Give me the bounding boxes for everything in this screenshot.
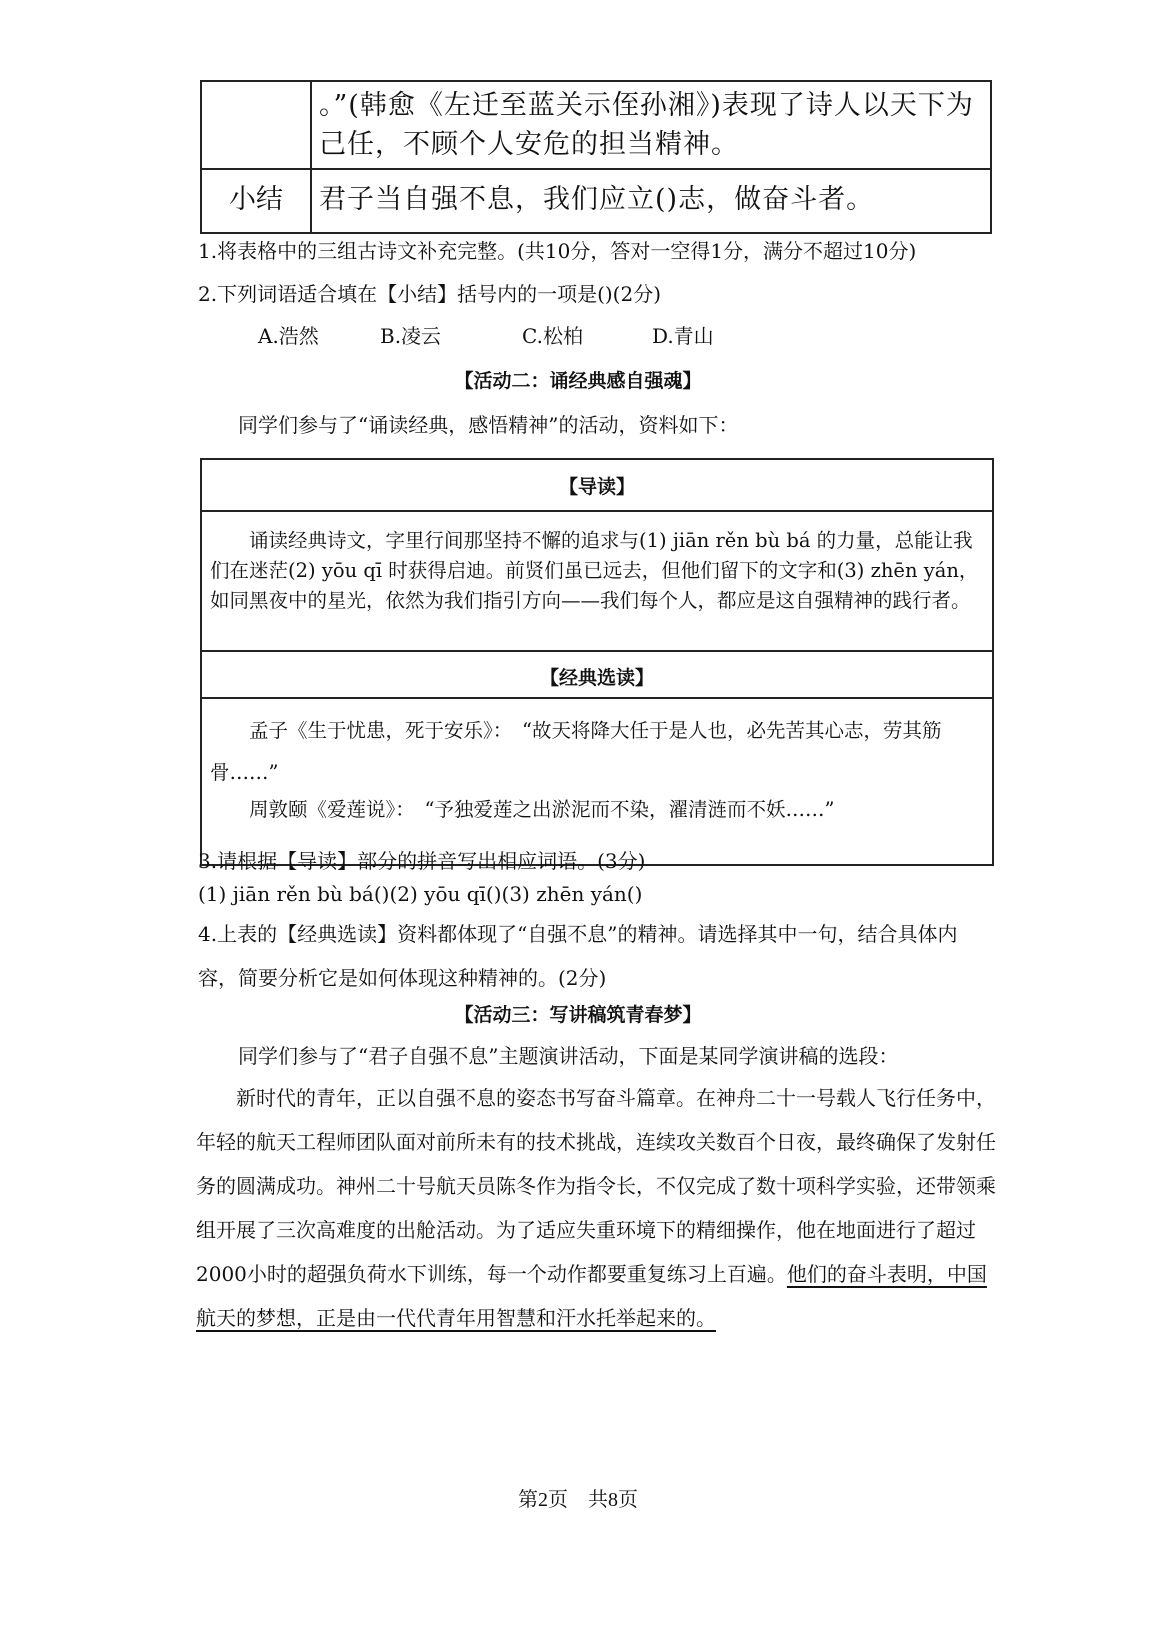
option-b: B.凌云	[380, 324, 442, 348]
question-4: 4.上表的【经典选读】资料都体现了“自强不息”的精神。请选择其中一句，结合具体内容，简要分析它是如何体现这种精神的。(2分)	[198, 922, 958, 990]
question-2: 2.下列词语适合填在【小结】括号内的一项是()(2分)	[198, 282, 662, 306]
guide-text: 诵读经典诗文，字里行间那坚持不懈的追求与(1) jiān rěn bù bá 的力量，总能让我们在迷茫(2) yōu qī 时获得启迪。前贤们虽已远去，但他们留下的文字和(3) zhēn yán，如同黑夜中的星光，依然为我们指引方向——我们每个人，都应是这自强精神的践行者。	[210, 529, 979, 612]
activity3-title: 【活动三：写讲稿筑青春梦】	[454, 1004, 702, 1026]
materials-table	[200, 458, 994, 866]
option-d: D.青山	[652, 324, 714, 348]
speech-underlined-sentence: 他们的奋斗表明，中国航天的梦想，正是由一代代青年用智慧和汗水托举起来的。	[196, 1262, 987, 1330]
activity2-title: 【活动二：诵经典感自强魂】	[454, 370, 702, 392]
table-row-text: 。”(韩愈《左迁至蓝关示侄孙湘》)表现了诗人以天下为己任，不顾个人安危的担当精神。	[319, 90, 974, 160]
speech-excerpt	[196, 1076, 996, 1340]
table-divider	[202, 168, 990, 170]
summary-label: 小结	[229, 184, 283, 215]
verse-table	[200, 80, 992, 234]
page-footer: 第2页 共8页	[518, 1489, 638, 1511]
speech-text: 新时代的青年，正以自强不息的姿态书写奋斗篇章。在神舟二十一号载人飞行任务中，年轻的航天工程师团队面对前所未有的技术挑战，连续攻关数百个日夜，最终确保了发射任务的圆满成功。神州二十号航天员陈冬作为指令长，不仅完成了数十项科学实验，还带领乘组开展了三次高难度的出舱活动。为了适应失重环境下的精细操作，他在地面进行了超过2000小时的超强负荷水下训练，每一个动作都要重复练习上百遍。	[196, 1086, 996, 1286]
classic-line-1: 孟子《生于忧患，死于安乐》： “故天将降大任于是人也，必先苦其心志，劳其筋骨……”	[210, 719, 942, 784]
guide-title: 【导读】	[558, 476, 635, 498]
activity3-intro: 同学们参与了“君子自强不息”主题演讲活动，下面是某同学演讲稿的选段：	[238, 1044, 899, 1068]
summary-text: 君子当自强不息，我们应立()志，做奋斗者。	[319, 184, 875, 215]
classic-line-2: 周敦颐《爱莲说》： “予独爱莲之出淤泥而不染，濯清涟而不妖……”	[249, 798, 835, 821]
question-3-blanks: (1) jiān rěn bù bá()(2) yōu qī()(3) zhēn yán()	[198, 882, 643, 906]
table-divider	[202, 510, 992, 512]
table-divider	[202, 697, 992, 699]
activity2-intro: 同学们参与了“诵读经典，感悟精神”的活动，资料如下：	[238, 413, 739, 437]
question-1: 1.将表格中的三组古诗文补充完整。(共10分，答对一空得1分，满分不超过10分)	[198, 239, 917, 263]
table-divider	[310, 82, 312, 232]
option-a: A.浩然	[258, 324, 319, 348]
classic-title: 【经典选读】	[539, 667, 654, 689]
option-c: C.松柏	[522, 324, 583, 348]
table-divider	[202, 650, 992, 652]
question-3: 3.请根据【导读】部分的拼音写出相应词语。(3分)	[198, 849, 646, 873]
